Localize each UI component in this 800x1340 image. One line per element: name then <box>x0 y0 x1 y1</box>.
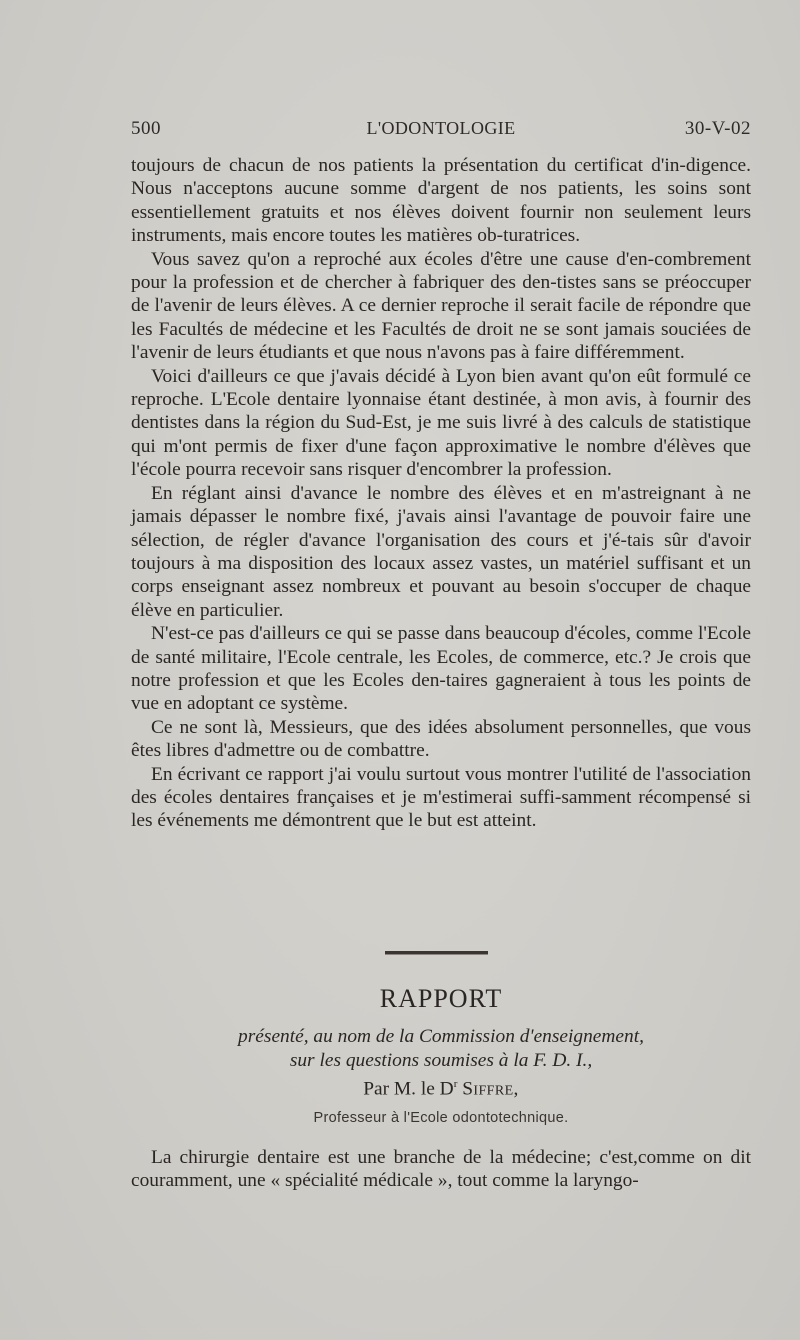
paragraph: N'est-ce pas d'ailleurs ce qui se passe dans beaucoup d'écoles, comme l'Ecole de santé militaire, l'Ecole centrale, les Ecoles, de commerce, etc.? Je crois que notre profession et que les Ecoles den-taires gagneraient à tous les points de vue en adoptant ce système. <box>131 623 751 715</box>
section-opening <box>131 1146 751 1193</box>
paragraph: La chirurgie dentaire est une branche de la médecine; c'est,comme on dit couramment, une « spécialité médicale », tout comme la laryngo- <box>131 1147 751 1192</box>
author-name: Siffre, <box>462 1078 519 1100</box>
running-header <box>131 118 751 146</box>
paragraph: toujours de chacun de nos patients la présentation du certificat d'in-digence. Nous n'acceptons aucune somme d'argent de nos patients, les soins sont essentiellement gratuits et nos élèves doivent fournir non seulement leurs instruments, mais encore toutes les matières ob-turatrices. <box>131 155 751 247</box>
paragraph: En écrivant ce rapport j'ai voulu surtout vous montrer l'utilité de l'association des écoles dentaires françaises et je m'estimerai suffi-samment récompensé si les événements me démontrent que le but est atteint. <box>131 763 751 832</box>
paragraph: Voici d'ailleurs ce que j'avais décidé à Lyon bien avant qu'on eût formulé ce reproche. L'Ecole dentaire lyonnaise étant destinée, à mon avis, à fournir des dentistes dans la région du Sud-Est, je me suis livré à des calculs de statistique qui m'ont permis de fixer d'une façon approximative le nombre d'élèves que l'école pourra recevoir sans risquer d'encombrer la profession. <box>131 365 751 481</box>
section-divider <box>385 951 488 954</box>
issue-date: 30-V-02 <box>684 118 751 139</box>
author-affiliation: Professeur à l'Ecole odontotechnique. <box>313 1110 569 1126</box>
section-subtitle-line1: présenté, au nom de la Commission d'enseignement, <box>238 1026 644 1047</box>
section-subtitle-line2: sur les questions soumises à la F. D. I., <box>289 1050 593 1071</box>
paragraph: En réglant ainsi d'avance le nombre des élèves et en m'astreignant à ne jamais dépasser le nombre fixé, j'avais ainsi l'avantage de pouvoir faire une sélection, de régler d'avance l'organisation des cours et j'é-tais sûr d'avoir toujours à ma disposition des locaux assez vastes, un matériel suffisant et un corps enseignant assez nombreux et pouvant au besoin s'occuper de chaque élève en particulier. <box>131 482 751 621</box>
author-title-sup: r <box>453 1078 458 1090</box>
section-heading: RAPPORT <box>379 984 503 1013</box>
article-body <box>131 154 751 833</box>
paragraph: Ce ne sont là, Messieurs, que des idées absolument personnelles, que vous êtes libres d'admettre ou de combattre. <box>131 716 751 762</box>
page-number: 500 <box>131 118 161 139</box>
author-line <box>131 1078 751 1100</box>
paragraph: Vous savez qu'on a reproché aux écoles d'être une cause d'en-combrement pour la profession et de chercher à fabriquer des den-tistes sans se préoccuper de l'avenir de leurs élèves. A ce dernier reproche il serait facile de répondre que les Facultés de médecine et les Facultés de droit ne se sont jamais souciées de l'avenir de leurs étudiants et que nous n'avons pas à faire différemment. <box>131 248 751 364</box>
journal-title: L'ODONTOLOGIE <box>366 118 516 138</box>
author-prefix: Par M. le D <box>363 1078 454 1100</box>
